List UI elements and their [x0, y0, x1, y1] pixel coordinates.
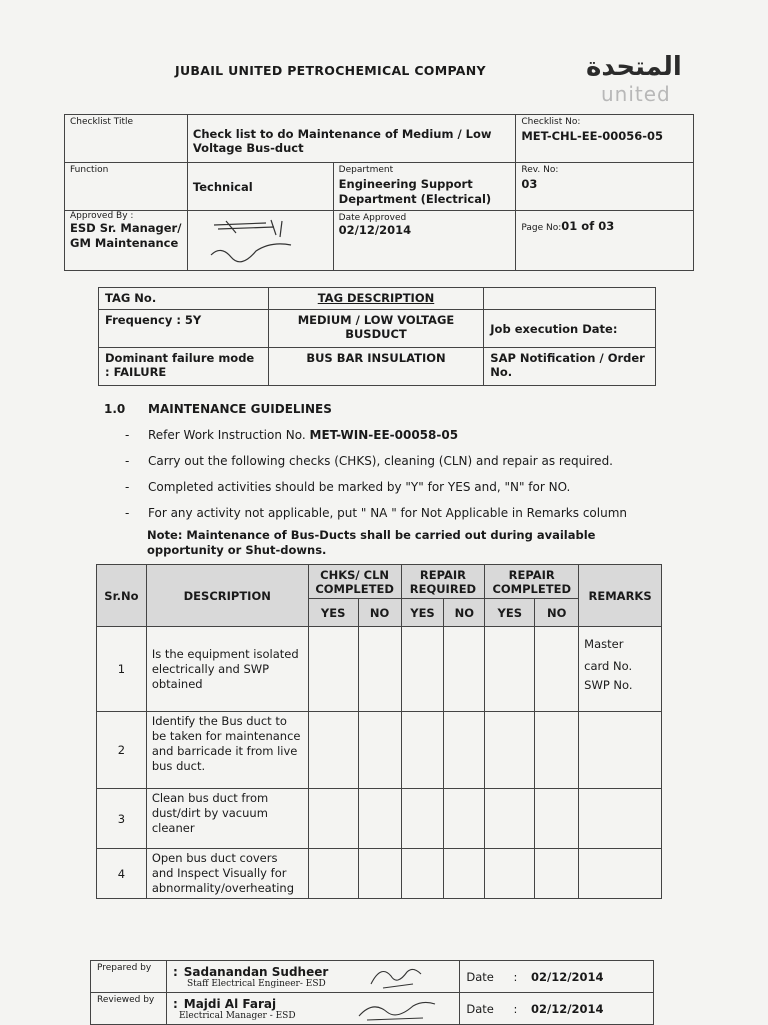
- rev-value: 03: [521, 177, 538, 191]
- bullet-dash: -: [125, 454, 130, 468]
- row-remarks[interactable]: [579, 849, 662, 899]
- repair-required-yes-cell[interactable]: [401, 627, 444, 712]
- date-approved-label: Date Approved: [338, 213, 407, 223]
- prepared-role: Staff Electrical Engineer- ESD: [186, 978, 326, 989]
- row-remarks[interactable]: [579, 627, 662, 712]
- guideline-text: Refer Work Instruction No.: [148, 428, 310, 442]
- prepared-by-cell: [166, 961, 459, 993]
- tag-description-value: MEDIUM / LOW VOLTAGE BUSDUCT: [268, 310, 484, 348]
- section-title: MAINTENANCE GUIDELINES: [148, 402, 332, 416]
- section-number: 1.0: [104, 402, 126, 416]
- remarks-card-no: card No.: [584, 659, 633, 673]
- checklist-title-label: Checklist Title: [65, 115, 188, 163]
- row-srno: 1: [97, 627, 147, 712]
- col-header-repair-completed: REPAIR COMPLETED: [485, 565, 579, 599]
- frequency: Frequency : 5Y: [99, 310, 269, 348]
- reviewed-by-cell: [166, 993, 459, 1025]
- row-srno: 2: [97, 712, 147, 789]
- remarks-swp-no: SWP No.: [584, 678, 633, 692]
- repair-completed-no-cell[interactable]: [535, 849, 579, 899]
- prepared-name: Sadanandan Sudheer: [183, 964, 329, 979]
- approved-by-value: ESD Sr. Manager/ GM Maintenance: [70, 221, 182, 250]
- reviewed-signature: [353, 994, 443, 1024]
- chks-yes-cell[interactable]: [308, 627, 358, 712]
- col-header-yes: YES: [401, 599, 444, 627]
- repair-required-yes-cell[interactable]: [401, 712, 444, 789]
- function-value: Technical: [187, 163, 333, 211]
- failure-value: BUS BAR INSULATION: [268, 348, 484, 386]
- guideline-item: [125, 506, 627, 520]
- guideline-item: [125, 428, 458, 442]
- prepared-by-label: Prepared by: [91, 961, 167, 993]
- chks-no-cell[interactable]: [358, 627, 401, 712]
- row-description: Open bus duct covers and Inspect Visually for abnormality/overheating: [146, 849, 308, 899]
- row-description: Is the equipment isolated electrically and SWP obtained: [146, 627, 308, 712]
- checklist-title-value: Check list to do Maintenance of Medium / Low Voltage Bus-duct: [187, 115, 515, 163]
- col-header-description: DESCRIPTION: [146, 565, 308, 627]
- colon: :: [513, 969, 518, 984]
- repair-required-yes-cell[interactable]: [401, 789, 444, 849]
- repair-required-no-cell[interactable]: [444, 627, 485, 712]
- row-description: Clean bus duct from dust/dirt by vacuum cleaner: [146, 789, 308, 849]
- repair-required-no-cell[interactable]: [444, 789, 485, 849]
- guideline-text: Carry out the following checks (CHKS), cleaning (CLN) and repair as required.: [148, 454, 613, 468]
- signoff-table: [90, 960, 654, 1025]
- tag-description-label: TAG DESCRIPTION: [268, 288, 484, 310]
- repair-required-no-cell[interactable]: [444, 849, 485, 899]
- rev-label: Rev. No:: [521, 165, 559, 175]
- table-row: [97, 849, 662, 899]
- table-row: [97, 627, 662, 712]
- rev-cell: [516, 163, 694, 211]
- repair-completed-yes-cell[interactable]: [485, 789, 535, 849]
- date-approved-cell: [333, 211, 516, 271]
- document-header-table: [64, 114, 694, 271]
- checklist-no-value: MET-CHL-EE-00056-05: [521, 129, 664, 143]
- function-label: Function: [65, 163, 188, 211]
- reviewed-date-cell: [460, 993, 654, 1025]
- col-header-srno: Sr.No: [97, 565, 147, 627]
- row-srno: 3: [97, 789, 147, 849]
- col-header-yes: YES: [485, 599, 535, 627]
- prepared-date-cell: [460, 961, 654, 993]
- approved-by-label: Approved By :: [70, 211, 134, 221]
- repair-completed-yes-cell[interactable]: [485, 849, 535, 899]
- reviewed-role: Electrical Manager - ESD: [178, 1010, 296, 1021]
- table-row: [97, 789, 662, 849]
- prepared-signature: [363, 962, 433, 992]
- prepared-date: 02/12/2014: [531, 969, 604, 984]
- page-cell: [516, 211, 694, 271]
- repair-completed-no-cell[interactable]: [535, 712, 579, 789]
- colon: :: [172, 964, 178, 979]
- work-instruction-number: MET-WIN-EE-00058-05: [309, 428, 459, 442]
- repair-completed-no-cell[interactable]: [535, 789, 579, 849]
- chks-no-cell[interactable]: [358, 712, 401, 789]
- date-label: Date: [466, 1001, 494, 1016]
- approval-signature-cell: [187, 211, 333, 271]
- approved-by-cell: [65, 211, 188, 271]
- col-header-no: NO: [358, 599, 401, 627]
- row-remarks[interactable]: [579, 712, 662, 789]
- repair-required-yes-cell[interactable]: [401, 849, 444, 899]
- chks-yes-cell[interactable]: [308, 849, 358, 899]
- table-row: [97, 712, 662, 789]
- col-header-yes: YES: [308, 599, 358, 627]
- col-header-remarks: REMARKS: [579, 565, 662, 627]
- chks-yes-cell[interactable]: [308, 712, 358, 789]
- checklist-table: [96, 564, 662, 899]
- department-value: Engineering Support Department (Electrical): [338, 177, 492, 206]
- chks-no-cell[interactable]: [358, 849, 401, 899]
- checklist-no-label: Checklist No:: [521, 117, 581, 127]
- tag-empty-cell: [484, 288, 656, 310]
- col-header-no: NO: [535, 599, 579, 627]
- row-remarks[interactable]: [579, 789, 662, 849]
- page-label: Page No:: [521, 223, 562, 233]
- maintenance-note: Note: Maintenance of Bus-Ducts shall be carried out during available opportunity or Shut-downs.: [147, 528, 596, 557]
- job-execution-date: Job execution Date:: [484, 310, 656, 348]
- department-label: Department: [338, 165, 394, 175]
- col-header-no: NO: [444, 599, 485, 627]
- chks-no-cell[interactable]: [358, 789, 401, 849]
- approval-signature: [196, 215, 316, 265]
- colon: :: [513, 1001, 518, 1016]
- sap-notification: SAP Notification / Order No.: [484, 348, 656, 386]
- chks-yes-cell[interactable]: [308, 789, 358, 849]
- bullet-dash: -: [125, 428, 130, 442]
- tag-table: [98, 287, 656, 386]
- guideline-text: For any activity not applicable, put " NA " for Not Applicable in Remarks column: [148, 506, 627, 520]
- row-description: Identify the Bus duct to be taken for maintenance and barricade it from live bus duct.: [146, 712, 308, 789]
- col-header-repair-required: REPAIR REQUIRED: [401, 565, 485, 599]
- reviewed-name: Majdi Al Faraj: [183, 996, 277, 1011]
- reviewed-by-label: Reviewed by: [91, 993, 167, 1025]
- bullet-dash: -: [125, 506, 130, 520]
- date-approved-value: 02/12/2014: [338, 223, 412, 237]
- repair-required-no-cell[interactable]: [444, 712, 485, 789]
- section-heading: [104, 402, 332, 416]
- department-cell: [333, 163, 516, 211]
- dominant-failure-mode: Dominant failure mode : FAILURE: [99, 348, 269, 386]
- company-logo-arabic: المتحدة: [586, 52, 682, 82]
- tag-no-label: TAG No.: [99, 288, 269, 310]
- colon: :: [172, 996, 178, 1011]
- guideline-item: [125, 480, 570, 494]
- guideline-text: Completed activities should be marked by "Y" for YES and, "N" for NO.: [148, 480, 571, 494]
- company-name: JUBAIL UNITED PETROCHEMICAL COMPANY: [175, 63, 486, 78]
- date-label: Date: [466, 969, 494, 984]
- guideline-item: [125, 454, 613, 468]
- col-header-chks: CHKS/ CLN COMPLETED: [308, 565, 401, 599]
- page-value: 01 of 03: [561, 219, 615, 233]
- company-logo-english: united: [601, 82, 671, 106]
- repair-completed-yes-cell[interactable]: [485, 627, 535, 712]
- reviewed-date: 02/12/2014: [531, 1001, 604, 1016]
- checklist-no-cell: [516, 115, 694, 163]
- remarks-master: Master: [584, 637, 624, 651]
- bullet-dash: -: [125, 480, 130, 494]
- repair-completed-no-cell[interactable]: [535, 627, 579, 712]
- row-srno: 4: [97, 849, 147, 899]
- repair-completed-yes-cell[interactable]: [485, 712, 535, 789]
